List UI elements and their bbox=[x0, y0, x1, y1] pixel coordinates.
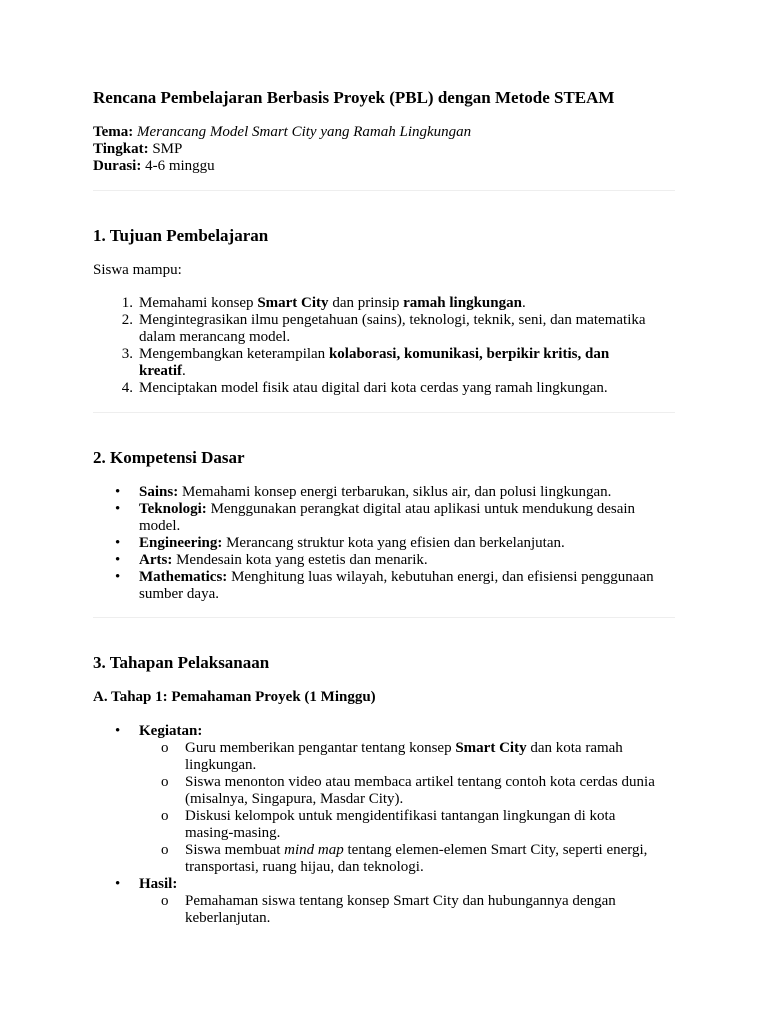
item-italic-text: mind map bbox=[284, 842, 344, 858]
list-item bbox=[93, 501, 675, 535]
section-3-subheading: A. Tahap 1: Pemahaman Proyek (1 Minggu) bbox=[93, 689, 376, 705]
list-item bbox=[93, 346, 675, 380]
meta-durasi bbox=[93, 158, 675, 175]
list-item-kegiatan bbox=[93, 723, 675, 876]
sublist-item bbox=[93, 774, 675, 808]
list-item bbox=[93, 552, 675, 569]
item-text: . bbox=[521, 295, 526, 311]
sublist-item bbox=[93, 740, 675, 774]
item-text: lingkungan. bbox=[185, 757, 257, 773]
circle-bullet-icon: o bbox=[161, 740, 169, 756]
item-bold-text: kreatif bbox=[139, 363, 183, 379]
basic-competencies-list bbox=[93, 484, 675, 603]
item-text: tentang elemen-elemen Smart City, seperti energi, bbox=[343, 842, 648, 858]
item-text: Memahami konsep bbox=[139, 295, 258, 311]
list-item bbox=[93, 380, 675, 397]
item-text: Diskusi kelompok untuk mengidentifikasi tantangan lingkungan di kota bbox=[185, 808, 616, 824]
list-item bbox=[93, 312, 675, 346]
item-text: Mengintegrasikan ilmu pengetahuan (sains), teknologi, teknik, seni, dan matematika bbox=[139, 312, 646, 328]
bullet-icon: • bbox=[115, 552, 121, 568]
document-title: Rencana Pembelajaran Berbasis Proyek (PBL) dengan Metode STEAM bbox=[93, 88, 615, 107]
meta-tema-label: Tema: bbox=[93, 124, 134, 140]
item-text: (misalnya, Singapura, Masdar City). bbox=[185, 791, 404, 807]
item-text: . bbox=[182, 363, 186, 379]
item-text: dalam merancang model. bbox=[139, 329, 291, 345]
item-label: Engineering: bbox=[139, 535, 223, 551]
item-label: Arts: bbox=[139, 552, 173, 568]
list-number: 1. bbox=[121, 295, 133, 311]
meta-tingkat bbox=[93, 141, 675, 158]
item-text: transportasi, ruang hijau, dan teknologi. bbox=[185, 859, 424, 875]
circle-bullet-icon: o bbox=[161, 774, 169, 790]
kegiatan-sublist bbox=[93, 740, 675, 876]
section-divider bbox=[93, 190, 675, 191]
sublist-item bbox=[93, 893, 675, 927]
item-label: Sains: bbox=[139, 484, 179, 500]
item-bold-text: Smart City bbox=[257, 295, 329, 311]
circle-bullet-icon: o bbox=[161, 808, 169, 824]
circle-bullet-icon: o bbox=[161, 893, 169, 909]
bullet-icon: • bbox=[115, 569, 121, 585]
item-text: Mendesain kota yang estetis dan menarik. bbox=[172, 552, 428, 568]
item-text: dan kota ramah bbox=[526, 740, 623, 756]
list-number: 2. bbox=[121, 312, 133, 328]
section-divider bbox=[93, 617, 675, 618]
learning-objectives-list bbox=[93, 295, 675, 397]
item-text: Pemahaman siswa tentang konsep Smart City dan hubungannya dengan bbox=[185, 893, 616, 909]
item-text: sumber daya. bbox=[139, 586, 219, 602]
item-label: Hasil: bbox=[139, 876, 178, 892]
sublist-item bbox=[93, 808, 675, 842]
meta-tingkat-value: SMP bbox=[152, 141, 183, 157]
item-text: Menghitung luas wilayah, kebutuhan energi, dan efisiensi penggunaan bbox=[227, 569, 654, 585]
section-2-heading: 2. Kompetensi Dasar bbox=[93, 448, 245, 467]
list-item-hasil bbox=[93, 876, 675, 927]
item-label: Mathematics: bbox=[139, 569, 228, 585]
item-text: dan prinsip bbox=[328, 295, 404, 311]
list-item bbox=[93, 569, 675, 603]
list-item bbox=[93, 535, 675, 552]
item-text: Siswa menonton video atau membaca artikel tentang contoh kota cerdas dunia bbox=[185, 774, 655, 790]
item-text: Mengembangkan keterampilan bbox=[139, 346, 329, 362]
item-text: model. bbox=[139, 518, 181, 534]
item-text: Menciptakan model fisik atau digital dari kota cerdas yang ramah lingkungan. bbox=[139, 380, 608, 396]
bullet-icon: • bbox=[115, 501, 121, 517]
bullet-icon: • bbox=[115, 723, 121, 739]
bullet-icon: • bbox=[115, 484, 121, 500]
list-number: 3. bbox=[121, 346, 133, 362]
item-text: Guru memberikan pengantar tentang konsep bbox=[185, 740, 456, 756]
document-meta bbox=[93, 124, 675, 175]
section-divider bbox=[93, 412, 675, 413]
bullet-icon: • bbox=[115, 876, 121, 892]
list-number: 4. bbox=[121, 380, 133, 396]
circle-bullet-icon: o bbox=[161, 842, 169, 858]
item-text: Menggunakan perangkat digital atau aplikasi untuk mendukung desain bbox=[206, 501, 636, 517]
meta-tema bbox=[93, 124, 675, 141]
item-text: Merancang struktur kota yang efisien dan berkelanjutan. bbox=[222, 535, 565, 551]
item-bold-text: ramah lingkungan bbox=[403, 295, 522, 311]
meta-durasi-label: Durasi: bbox=[93, 158, 142, 174]
item-label: Teknologi: bbox=[139, 501, 207, 517]
list-item bbox=[93, 484, 675, 501]
list-item bbox=[93, 295, 675, 312]
meta-tema-value: Merancang Model Smart City yang Ramah Lingkungan bbox=[137, 124, 472, 140]
meta-tingkat-label: Tingkat: bbox=[93, 141, 149, 157]
item-text: Memahami konsep energi terbarukan, siklus air, dan polusi lingkungan. bbox=[178, 484, 612, 500]
item-text: masing-masing. bbox=[185, 825, 281, 841]
item-label: Kegiatan: bbox=[139, 723, 203, 739]
sublist-item bbox=[93, 842, 675, 876]
bullet-icon: • bbox=[115, 535, 121, 551]
section-1-heading: 1. Tujuan Pembelajaran bbox=[93, 226, 269, 245]
meta-durasi-value: 4-6 minggu bbox=[145, 158, 215, 174]
item-text: Siswa membuat bbox=[185, 842, 285, 858]
section-1-intro: Siswa mampu: bbox=[93, 262, 182, 278]
item-text: keberlanjutan. bbox=[185, 910, 271, 926]
item-bold-text: Smart City bbox=[455, 740, 527, 756]
hasil-sublist bbox=[93, 893, 675, 927]
item-bold-text: kolaborasi, komunikasi, berpikir kritis, dan bbox=[328, 346, 610, 362]
stage-1-list bbox=[93, 723, 675, 927]
section-3-heading: 3. Tahapan Pelaksanaan bbox=[93, 653, 270, 672]
